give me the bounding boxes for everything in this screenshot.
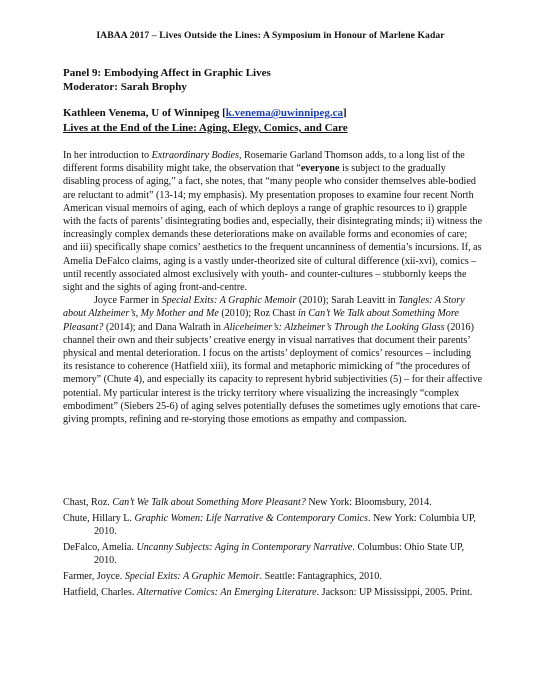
book-title: Special Exits: A Graphic Memoir [161, 295, 297, 307]
panel-moderator: Moderator: Sarah Brophy [63, 81, 187, 93]
abstract-paragraph-2: Joyce Farmer in Special Exits: A Graphic Memoir (2010); Sarah Leavitt in Tangles: A Story about Alzheimer’s, My Mother and Me (2010); Roz Chast in Can’t We Talk about Something More Pleasant? (2014); and Dana Walrath in Aliceheimer’s: Alzheimer’s Through the Looking Glass (2016) channel their own and their subjects’ creative energy in visual narratives that document their parents’ physical and mental deterioration. I focus on the artists’ deployment of comics’ resources – including its resistance to coherence (Hatfield xiii), its formal and metaphoric mimicking of “the procedures of memory” (Chute 4), and especially its capacity to represent hybrid subjectivities (5) – for their affective potential. My particular interest is the tricky territory where visualizing the increasingly “complex embodiment” (Siebers 25-6) of aging selves potentially defuses the sometimes ugly emotions that care-giving prompts, refining and re-storying those emotions as empathy and compassion. [63, 295, 483, 426]
emphasis: everyone [300, 163, 340, 175]
panel-title: Panel 9: Embodying Affect in Graphic Lives [63, 67, 271, 79]
panel-block [63, 66, 271, 94]
book-title: Tangles: A Story about Alzheimer’s, My Mother and Me [63, 295, 465, 320]
running-header: IABAA 2017 – Lives Outside the Lines: A Symposium in Honour of Marlene Kadar [96, 30, 445, 41]
speaker-line [63, 106, 348, 121]
book-title: in Can’t We Talk about Something More Pleasant? [63, 308, 459, 333]
speaker-block [63, 106, 348, 136]
speaker-name: Kathleen Venema, U of Winnipeg [ [63, 107, 226, 119]
reference-entry: DeFalco, Amelia. Uncanny Subjects: Aging in Contemporary Narrative. Columbus: Ohio State UP, 2010. [63, 541, 465, 566]
reference-entry: Chast, Roz. Can’t We Talk about Something More Pleasant? New York: Bloomsbury, 2014. [63, 497, 432, 508]
reference-entry: Farmer, Joyce. Special Exits: A Graphic Memoir. Seattle: Fantagraphics, 2010. [63, 570, 382, 582]
paper-title: Lives at the End of the Line: Aging, Elegy, Comics, and Care [63, 122, 348, 134]
book-title: Aliceheimer’s: Alzheimer’s Through the Looking Glass [223, 321, 445, 333]
references-list [63, 496, 483, 601]
speaker-email-link[interactable]: k.venema@uwinnipeg.ca [225, 107, 343, 119]
speaker-bracket: ] [342, 107, 347, 119]
reference-entry: Chute, Hillary L. Graphic Women: Life Narrative & Contemporary Comics. New York: Columbia UP, 2010. [63, 512, 476, 537]
book-title: Extraordinary Bodies [151, 150, 239, 161]
abstract [63, 149, 483, 426]
abstract-paragraph-1: In her introduction to Extraordinary Bodies, Rosemarie Garland Thomson adds, to a long list of the different forms disability might take, the observation that “everyone is subject to the gradually disabling process of aging,” a fact, she notes, that “many people who consider themselves able-bodied are reluctant to admit” (13-14; my emphasis). My presentation proposes to examine four recent North American visual memoirs of aging, each of which deploys a range of graphic resources to i) grapple with the facts of parents’ disintegrating bodies and, especially, their disintegrating minds; ii) witness the increasingly complex demands these deteriorations make on available forms and economies of care; and iii) specifically shape comics’ aesthetics to the frequent uncanniness of dementia’s incursions. If, as Amelia DeFalco claims, aging is a vastly under-theorized site of cultural difference (xii-xvi), comics – until recently associated almost exclusively with youth- and counter-cultures – stubbornly keeps the sight and the sights of aging front-and-centre. [63, 150, 483, 294]
reference-entry: Hatfield, Charles. Alternative Comics: An Emerging Literature. Jackson: UP Mississippi, 2005. Print. [63, 586, 473, 598]
